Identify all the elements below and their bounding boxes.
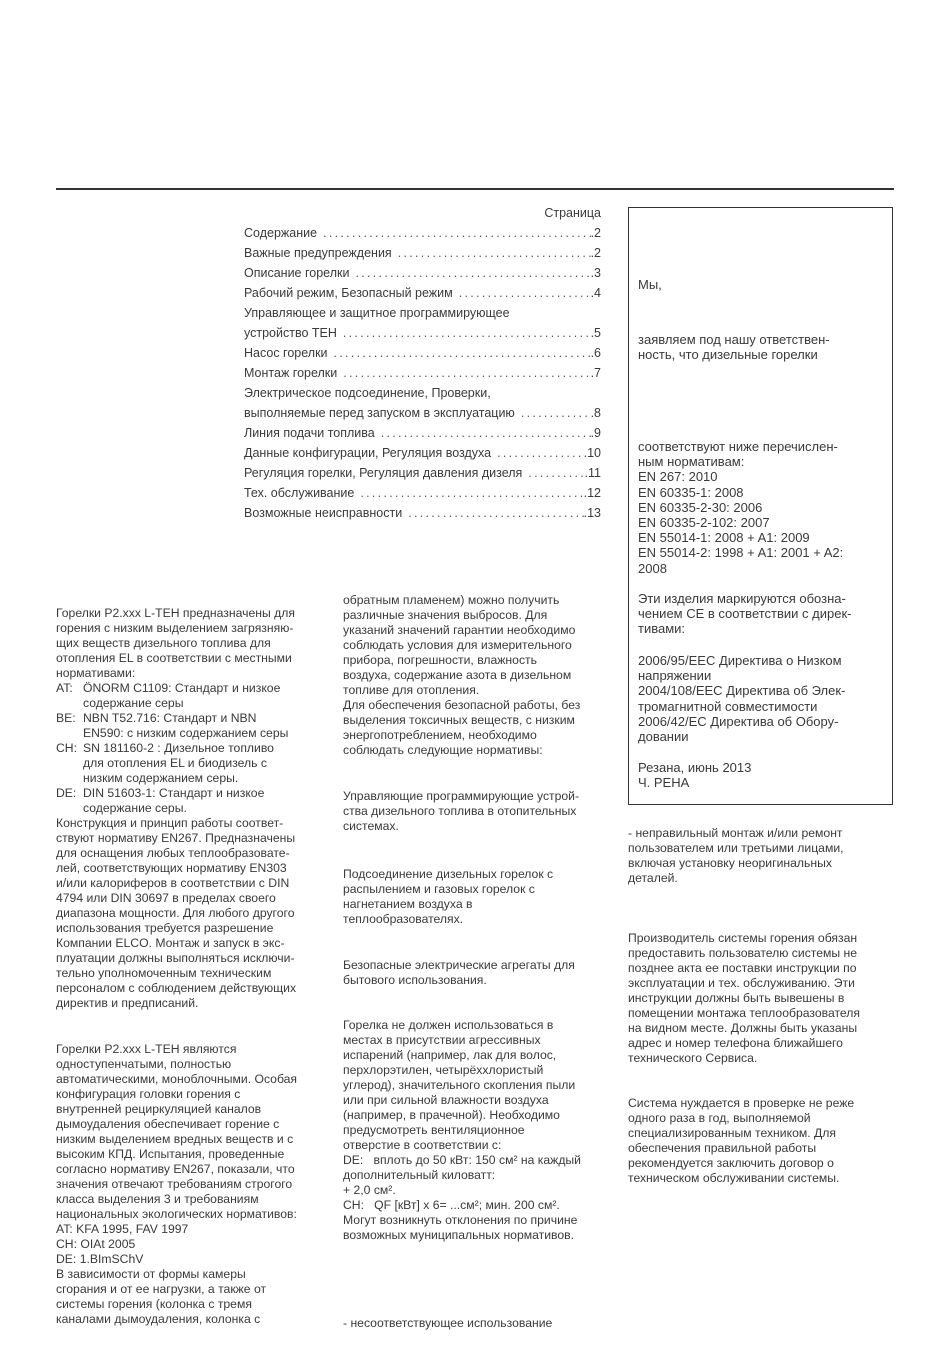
standard-item: EN 55014-1: 2008 + A1: 2009 [638,530,810,546]
norm-item: CH: SN 181160-2 : Дизельное топливо для отопления EL и биодизель с низким содержанием серы. [56,741,274,785]
toc-entry-label: Рабочий режим, Безопасный режим [244,286,453,300]
toc-entry[interactable] [244,243,601,263]
toc-entry-page: .10 [583,446,601,460]
standard-item: EN 60335-2-102: 2007 [638,515,770,531]
toc-entry-label: Важные предупреждения [244,246,392,260]
connection-paragraph: Подсоединение дизельных горелок с распылением и газовых горелок с нагнетанием воздуха в теплообразователях. [343,867,554,926]
controls-paragraph: Управляющие программирующие устрой- ства дизельного топлива в отопительных системах. [343,789,580,833]
norm-country: AT: [56,681,73,695]
toc-entry-label-line1[interactable]: Электрическое подсоединение, Проверки, [244,386,491,400]
toc-entry-label: Линия подачи топлива [244,426,375,440]
improper-installation-item: - неправильный монтаж и/или ремонт пользователем или третьими лицами, включая установку неоригинальных деталей. [628,826,844,885]
toc-entry[interactable] [244,363,601,383]
toc-entry-label: Содержание [244,226,318,240]
standard-item: 2008 [638,560,667,576]
declaration-directives: 2006/95/EEC Директива о Низком напряжении 2004/108/EEC Директива об Элек- тромагнитной совместимости 2006/42/EC Директива об Обору- довании [638,653,846,745]
signatory: Ч. РЕНА [638,775,690,791]
norm-country: BE: [56,711,76,725]
declaration-ce-marking: Эти изделия маркируются обозна- чением CE в соответствии с дирек- тивами: [638,591,852,637]
emissions-paragraph: обратным пламенем) можно получить различные значения выбросов. Для указаний значений гарантии необходимо соблюдать условия для измерительного прибора, погрешности, влажность воздуха, содержание азота в дизельном топливе для отопления. Для обеспечения безопасной работы, без выделения токсичных веществ, с низким энергопотреблением, необходимо соблюдать следующие нормативы: [343,593,581,757]
inspection-paragraph: Система нуждается в проверке не реже одного раза в год, выполняемой специализированным техником. Для обеспечения правильной работы рекомендуется заключить договор о техническом обслуживании системы. [628,1096,855,1185]
toc-entry[interactable] [244,283,601,303]
toc-entry-label: Монтаж горелки [244,366,338,380]
description-paragraph: Горелки P2.xxx L-TEH являются одноступенчатыми, полностью автоматическими, моноблочными. Особая конфигурация головки горения с внутренней рециркуляцией каналов дымоудаления обеспечивает горение с низким выделением вредных веществ и с высоким КПД. Испытания, проведенные согласно нормативу EN267, показали, что значения отвечают требованиям строгого класса выделения 3 и требованиям национальных экологических нормативов: AT: KFA 1995, FAV 1997 CH: OIAt 2005 DE: 1.BImSChV В зависимости от формы камеры сгорания и от ее нагрузки, а также от системы горения (колонка с тремя каналами дымоудаления, колонка с [56,1042,298,1326]
table-of-contents [244,203,601,523]
manufacturer-paragraph: Производитель системы горения обязан предоставить пользователю системы не позднее акта ее поставки инструкции по эксплуатации и тех. обслуживанию. Эти инструкции должны быть вывешены в помещении монтажа теплообразователя на видном месте. Должны быть указаны адрес и номер телефона ближайшего технического Сервиса. [628,931,860,1065]
toc-entry[interactable] [244,423,601,443]
toc-entry-page: .11 [584,466,601,480]
toc-entry-label: Данные конфигурации, Регуляция воздуха [244,446,492,460]
declaration-of-conformity [628,207,893,805]
toc-entry-page: .9 [590,426,601,440]
toc-entry-page: .5 [590,326,601,340]
toc-entry[interactable] [244,223,601,243]
toc-entry-page: .4 [590,286,601,300]
toc-entry-page: .3 [590,266,601,280]
toc-entry-page: .6 [590,346,601,360]
toc-entry[interactable] [244,403,601,423]
standard-item: EN 55014-2: 1998 + A1: 2001 + A2: [638,545,844,561]
standard-item: EN 267: 2010 [638,469,718,485]
toc-entry-page: .8 [590,406,601,420]
norm-item: BE: NBN T52.716: Стандарт и NBN EN590: с низким содержанием серы [56,711,289,740]
norm-item: AT: ÖNORM C1109: Стандарт и низкое содержание серы [56,681,281,710]
toc-entry[interactable] [244,443,601,463]
toc-page-header: Страница [544,206,601,220]
toc-entry-label: Возможные неисправности [244,506,403,520]
declaration-standards: соответствуют ниже перечислен- ным нормативам: EN 267: 2010 EN 60335-1: 2008 EN 60335-2-30: 2006 EN 60335-2-102: 2007 EN 55014-1: 2008 + A1: 2009 EN 55014-2: 1998 + A1: 2001 + A2: 2008 [638,439,886,576]
toc-entry[interactable] [244,263,601,283]
place-date: Резана, июнь 2013 [638,760,752,775]
misuse-item: - несоответствующее использование [343,1316,553,1330]
electrical-paragraph: Безопасные электрические агрегаты для бытового использования. [343,958,575,987]
toc-entry-label: устройство ТЕН [244,326,337,340]
toc-entry-label: Регуляция горелки, Регуляция давления дизеля [244,466,523,480]
declaration-statement: заявляем под нашу ответствен- ность, что дизельные горелки [638,332,830,363]
toc-entry-label: Описание горелки [244,266,350,280]
toc-entry[interactable] [244,343,601,363]
toc-entry-page: .12 [583,486,601,500]
toc-entry-label: выполняемые перед запуском в эксплуатацию [244,406,515,420]
toc-entry[interactable] [244,463,601,483]
toc-entry[interactable] [244,323,601,343]
intro-paragraph: Горелки P2.xxx L-TEH предназначены для горения с низким выделением загрязняю- щих веществ дизельного топлива для отопления EL в соответствии с местными нормативами: AT: ÖNORM C1109: Стандарт и низкое содержание серы BE: NBN T52.716: Стандарт и NBN EN590: с низким содержанием серы CH: SN 181160-2 : Дизельное топливо для отопления EL и биодизель с низким содержанием серы. DE: DIN 51603-1: Стандарт и низкое содержание серы. Конструкция и принцип работы соответ- ствуют нормативу EN267. Предназначены для оснащения любых теплообразовате- лей, соответствующих нормативу EN303 и/или калориферов в соответствии с DIN 4794 или DIN 30697 в пределах своего диапазона мощности. Для любого другого использования требуется разрешение Компании ELCO. Монтаж и запуск в экс- плуатации должны выполняться исключи- тельно уполномоченным техническим персоналом с соблюдением действующих директив и предписаний. [56,606,322,1011]
toc-entry-label: Насос горелки [244,346,328,360]
standard-item: EN 60335-2-30: 2006 [638,499,763,515]
standard-item: EN 60335-1: 2008 [638,484,744,500]
toc-entry-label: Тех. обслуживание [244,486,355,500]
toc-entry-label-line1[interactable]: Управляющее и защитное программирующее [244,306,510,320]
declaration-signature [638,760,886,790]
header-rule [56,188,894,190]
toc-entry[interactable] [244,503,601,523]
norm-country: CH: [56,741,77,755]
toc-entry-page: .7 [590,366,601,380]
declaration-we: Мы, [638,277,662,292]
norm-country: DE: [56,786,77,800]
toc-entry-page: .13 [583,506,601,520]
restrictions-paragraph: Горелка не должен использоваться в местах в присутствии агрессивных испарений (например, лак для волос, перхлорэтилен, четырёххлористый углерод), значительного скопления пыли или при сильной влажности воздуха (например, в прачечной). Необходимо предусмотреть вентиляционное отверстие в соответствии с: DE: вплоть до 50 кВт: 150 см² на каждый дополнительный киловатт: + 2,0 см². CH: QF [кВт] x 6= ...см²; мин. 200 см². Могут возникнуть отклонения по причине возможных муниципальных нормативов. [343,1018,581,1242]
norm-item: DE: DIN 51603-1: Стандарт и низкое содержание серы. [56,786,265,815]
toc-entry-page: .2 [590,246,601,260]
toc-entry[interactable] [244,483,601,503]
toc-entry-page: .2 [590,226,601,240]
